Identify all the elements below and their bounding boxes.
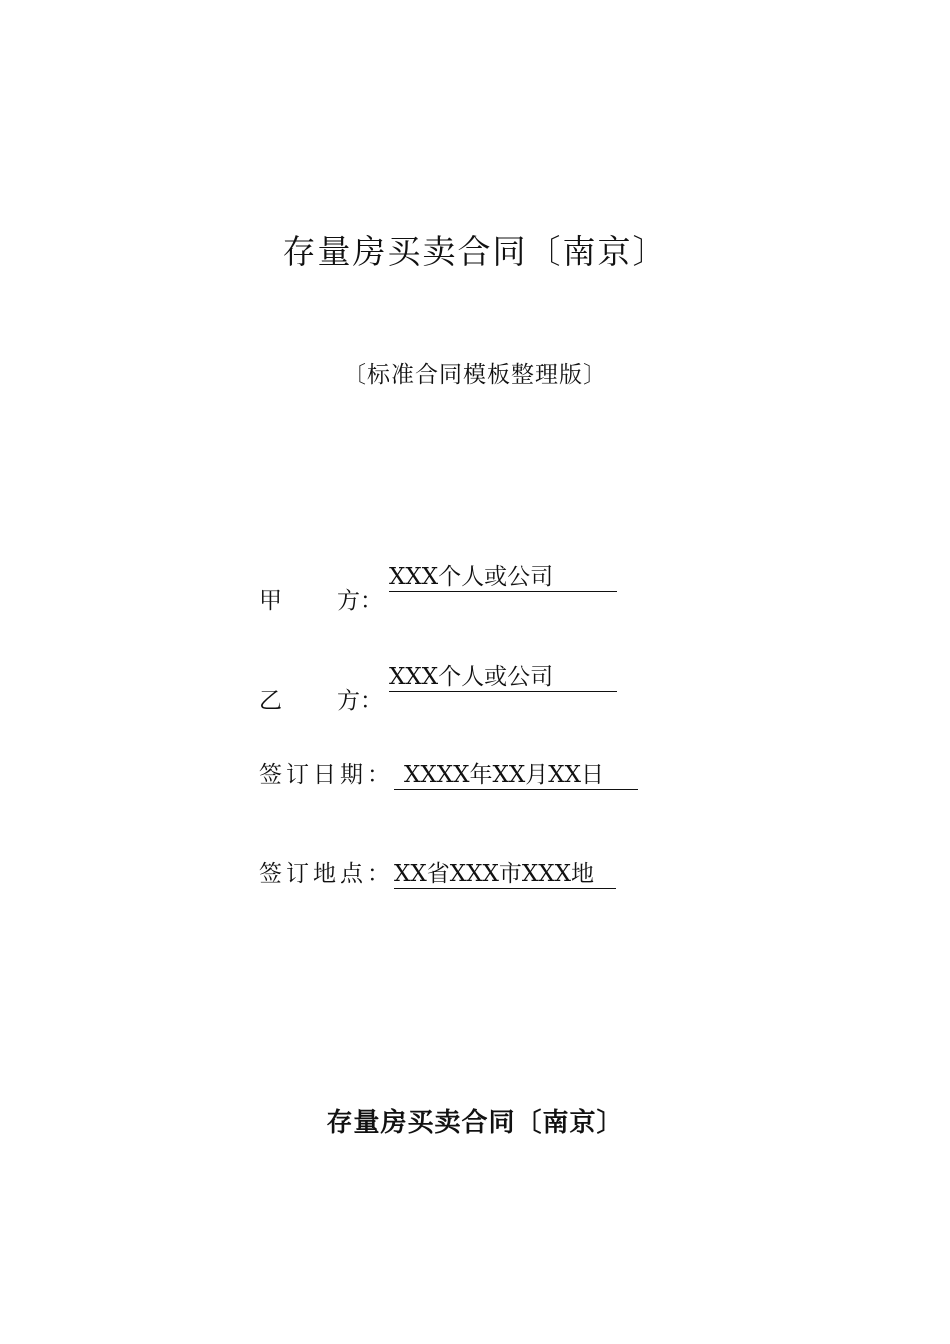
party-a-label-first: 甲 <box>259 588 282 614</box>
party-b-value: XXX个人或公司 <box>389 663 617 692</box>
document-title: 存量房买卖合同〔南京〕 <box>282 232 668 271</box>
sign-date-label: 签订日期： <box>259 762 394 788</box>
party-b-label-second: 方： <box>337 688 383 714</box>
party-a-value: XXX个人或公司 <box>389 563 617 592</box>
party-a-label-second: 方： <box>337 588 383 614</box>
sign-place-label: 签订地点： <box>259 861 394 887</box>
party-b-field <box>259 660 617 714</box>
party-a-field <box>259 560 617 614</box>
sign-date-value: XXXX年XX月XX日 <box>394 761 638 790</box>
sign-date-field <box>259 758 638 792</box>
document-subtitle: 〔标准合同模板整理版〕 <box>343 362 607 388</box>
sign-place-value: XX省XXX市XXX地 <box>394 860 616 889</box>
party-b-label-first: 乙 <box>259 688 282 714</box>
sign-place-field <box>259 857 616 891</box>
body-title: 存量房买卖合同〔南京〕 <box>326 1108 624 1138</box>
